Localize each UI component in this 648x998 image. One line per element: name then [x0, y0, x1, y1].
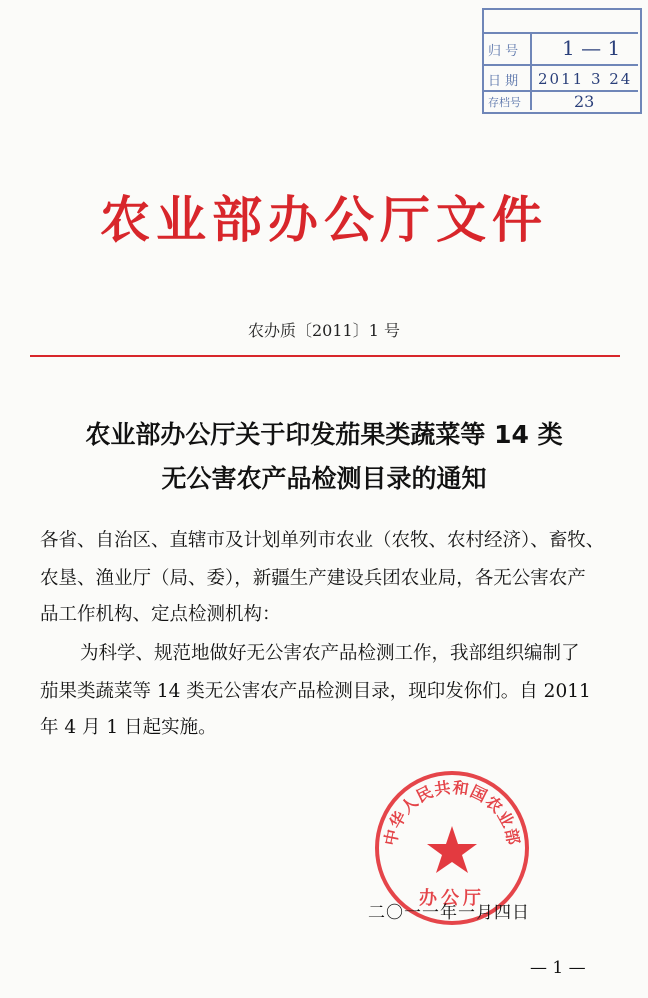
body-line: 茄果类蔬菜等 14 类无公害农产品检测目录，现印发你们。自 2011: [40, 681, 591, 702]
stamp-divider: [530, 32, 532, 110]
stamp-value-3: 23: [574, 92, 595, 111]
stamp-divider: [482, 32, 638, 34]
stamp-value-2: 2011 3 24: [538, 70, 633, 88]
red-divider: [30, 355, 620, 357]
stamp-label-1: 归 号: [488, 44, 519, 59]
document-number: 农办质〔2011〕1 号: [248, 321, 400, 340]
recipients-line: 农垦、渔业厅（局、委），新疆生产建设兵团农业局，各无公害农产: [40, 568, 586, 589]
seal-star-icon: [427, 826, 477, 873]
issue-date: 二〇一一年一月四日: [368, 903, 530, 923]
stamp-value-1: 1 — 1: [562, 36, 621, 60]
archive-stamp: [482, 8, 642, 114]
notice-title-line-2: 无公害农产品检测目录的通知: [161, 464, 487, 493]
stamp-label-3: 存档号: [488, 96, 521, 109]
seal-bottom-text: 办公厅: [419, 888, 485, 909]
stamp-divider: [482, 64, 638, 66]
recipients-line: 品工作机构、定点检测机构：: [40, 604, 281, 625]
body-line: 为科学、规范地做好无公害农产品检测工作，我部组织编制了: [80, 643, 580, 664]
body-line: 年 4 月 1 日起实施。: [40, 717, 217, 738]
notice-title-line-1: 农业部办公厅关于印发茄果类蔬菜等 14 类: [85, 420, 563, 449]
document-header: 农业部办公厅文件: [100, 190, 548, 249]
stamp-divider: [482, 90, 638, 92]
recipients-line: 各省、自治区、直辖市及计划单列市农业（农牧、农村经济）、畜牧、: [40, 530, 605, 551]
stamp-label-2: 日 期: [488, 74, 519, 89]
seal-arc-text: 中华人民共和国农业部: [380, 777, 524, 848]
page-number: — 1 —: [530, 958, 586, 978]
